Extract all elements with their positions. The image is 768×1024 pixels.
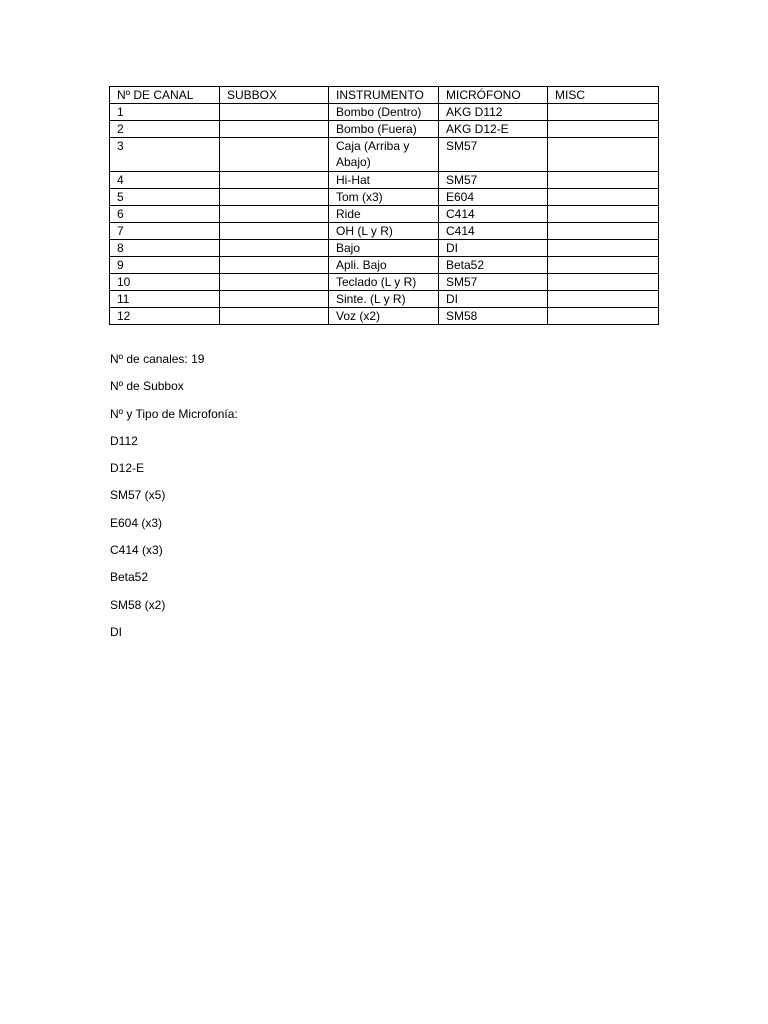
cell-canal: 7 — [110, 223, 220, 240]
cell-canal: 3 — [110, 138, 220, 172]
table-row — [110, 172, 659, 189]
table-row — [110, 138, 659, 172]
header-microfono: MICRÓFONO — [439, 87, 548, 104]
cell-canal: 11 — [110, 291, 220, 308]
microphone-list-item: E604 (x3) — [110, 515, 163, 530]
cell-misc — [548, 104, 659, 121]
cell-subbox — [220, 104, 329, 121]
cell-canal: 2 — [110, 121, 220, 138]
cell-canal: 10 — [110, 274, 220, 291]
cell-microfono: SM57 — [439, 172, 548, 189]
cell-subbox — [220, 240, 329, 257]
cell-misc — [548, 291, 659, 308]
cell-instrumento: Caja (Arriba y Abajo) — [329, 138, 439, 172]
cell-instrumento: Hi-Hat — [329, 172, 439, 189]
cell-misc — [548, 172, 659, 189]
cell-subbox — [220, 257, 329, 274]
cell-subbox — [220, 291, 329, 308]
microphone-list-item: Beta52 — [110, 570, 149, 585]
cell-instrumento: Tom (x3) — [329, 189, 439, 206]
tipo-microfonia-heading: Nº y Tipo de Microfonía: — [110, 406, 238, 421]
microphone-list-item: SM57 (x5) — [110, 488, 166, 503]
cell-instrumento: OH (L y R) — [329, 223, 439, 240]
cell-microfono: SM57 — [439, 274, 548, 291]
cell-microfono: C414 — [439, 206, 548, 223]
cell-canal: 4 — [110, 172, 220, 189]
cell-microfono: SM57 — [439, 138, 548, 172]
cell-microfono: SM58 — [439, 308, 548, 325]
cell-canal: 9 — [110, 257, 220, 274]
channel-list-table — [109, 86, 659, 325]
cell-microfono: Beta52 — [439, 257, 548, 274]
table-row — [110, 308, 659, 325]
microphone-list-item: D12-E — [110, 461, 145, 476]
table-header-row — [110, 87, 659, 104]
table-row — [110, 291, 659, 308]
cell-microfono: C414 — [439, 223, 548, 240]
cell-instrumento: Bombo (Dentro) — [329, 104, 439, 121]
cell-instrumento: Teclado (L y R) — [329, 274, 439, 291]
cell-subbox — [220, 172, 329, 189]
cell-misc — [548, 257, 659, 274]
microphone-list-item: C414 (x3) — [110, 543, 163, 558]
cell-instrumento: Voz (x2) — [329, 308, 439, 325]
table-row — [110, 257, 659, 274]
cell-subbox — [220, 138, 329, 172]
cell-misc — [548, 274, 659, 291]
cell-instrumento: Bombo (Fuera) — [329, 121, 439, 138]
microphone-list-item: SM58 (x2) — [110, 597, 166, 612]
cell-instrumento: Bajo — [329, 240, 439, 257]
table-row — [110, 121, 659, 138]
cell-misc — [548, 138, 659, 172]
cell-microfono: AKG D12-E — [439, 121, 548, 138]
cell-instrumento: Sinte. (L y R) — [329, 291, 439, 308]
cell-subbox — [220, 189, 329, 206]
cell-microfono: AKG D112 — [439, 104, 548, 121]
cell-subbox — [220, 308, 329, 325]
table-row — [110, 104, 659, 121]
cell-subbox — [220, 223, 329, 240]
cell-misc — [548, 223, 659, 240]
num-subbox-text: Nº de Subbox — [110, 379, 184, 394]
header-misc: MISC — [548, 87, 659, 104]
cell-canal: 1 — [110, 104, 220, 121]
cell-subbox — [220, 121, 329, 138]
cell-misc — [548, 189, 659, 206]
cell-subbox — [220, 274, 329, 291]
cell-misc — [548, 308, 659, 325]
table-row — [110, 189, 659, 206]
cell-microfono: DI — [439, 291, 548, 308]
cell-canal: 5 — [110, 189, 220, 206]
summary-section — [110, 351, 610, 651]
cell-misc — [548, 206, 659, 223]
num-canales-text: Nº de canales: 19 — [110, 352, 205, 366]
cell-instrumento: Ride — [329, 206, 439, 223]
cell-microfono: DI — [439, 240, 548, 257]
microphone-list-item: DI — [110, 624, 122, 639]
microphone-list-item: D112 — [110, 433, 138, 448]
table-row — [110, 274, 659, 291]
header-canal: Nº DE CANAL — [110, 87, 220, 104]
table-row — [110, 206, 659, 223]
cell-canal: 6 — [110, 206, 220, 223]
cell-subbox — [220, 206, 329, 223]
cell-microfono: E604 — [439, 189, 548, 206]
header-subbox: SUBBOX — [220, 87, 329, 104]
cell-canal: 8 — [110, 240, 220, 257]
table-row — [110, 240, 659, 257]
cell-instrumento: Apli. Bajo — [329, 257, 439, 274]
cell-canal: 12 — [110, 308, 220, 325]
table-row — [110, 223, 659, 240]
header-instrumento: INSTRUMENTO — [329, 87, 439, 104]
cell-misc — [548, 240, 659, 257]
cell-misc — [548, 121, 659, 138]
